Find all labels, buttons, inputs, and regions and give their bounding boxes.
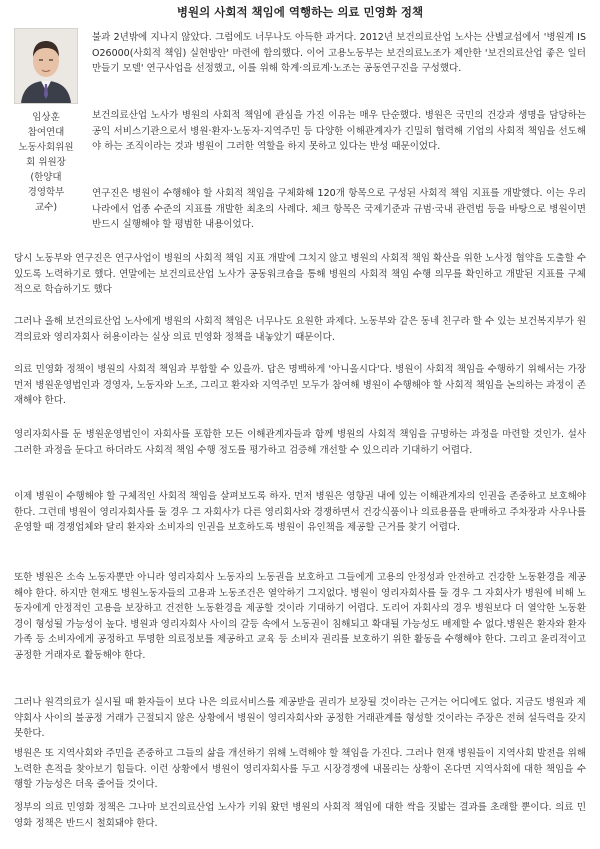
article-paragraph: 당시 노동부와 연구진은 연구사업이 병원의 사회적 책임 지표 개발에 그치지 않고 병원의 사회적 책임 확산을 위한 노사정 협약을 도출할 수 있도록 노력하기로 했다. 연말에는 보건의료산업 노사가 공동워크숍을 통해 병원의 사회적 책임 수행 의무를 확인하고 개발된 지표를 구체적으로 학습하기도 했다 [14, 253, 586, 295]
author-box [14, 28, 78, 215]
article-paragraph: 연구진은 병원이 수행해야 할 사회적 책임을 구체화해 120개 항목으로 구성된 사회적 책임 지표를 개발했다. 이는 우리나라에서 업종 수준의 지표를 개발한 최초의 사례다. 체크 항목은 국제기준과 규범·국내 관련법 등을 바탕으로 병원이면 반드시 실행해야 할 평범한 내용이었다. [92, 188, 586, 230]
article-paragraph: 불과 2년밖에 지나지 않았다. 그럼에도 너무나도 아득한 과거다. 2012년 보건의료산업 노사는 산별교섭에서 '병원계 ISO26000(사회적 책임) 실현방안' 마련에 합의했다. 이어 고용노동부는 보건의료노조가 제안한 '보건의료산업 좋은 일터 만들기 모델' 연구사업을 선정했고, 이를 위해 학계·의료계·노조는 공동연구진을 구성했다. [92, 32, 586, 74]
author-name: 임상훈 [32, 112, 60, 123]
article-paragraph: 그러나 올해 보건의료산업 노사에게 병원의 사회적 책임은 너무나도 요원한 과제다. 노동부와 같은 동네 친구라 할 수 있는 보건복지부가 원격의료와 영리자회사 허용이라는 실상 의료 민영화 정책을 내놓았기 때문이다. [14, 316, 586, 343]
author-affiliation: (한양대 [30, 172, 62, 183]
author-photo [14, 28, 78, 104]
article-paragraph: 그러나 원격의료가 실시될 때 환자들이 보다 나은 의료서비스를 제공받을 권리가 보장될 것이라는 근거는 어디에도 없다. 지금도 병원과 제약회사 사이의 불공정 거래가 근절되지 않은 상황에서 병원이 영리자회사와 공정한 거래관계를 형성할 것이라는 주장은 전혀 설득력을 갖지 못한다. [14, 697, 586, 739]
article-paragraph: 보건의료산업 노사가 병원의 사회적 책임에 관심을 가진 이유는 매우 단순했다. 병원은 국민의 건강과 생명을 담당하는 공익 서비스기관으로서 병원·환자·노동자·지역주민 등 다양한 이해관계자가 긴밀히 협력해 기업의 사회적 책임을 선도해야 하는 조직이라는 것과 병원이 그러한 역할을 하지 못하고 있다는 반성 때문이었다. [92, 110, 586, 152]
author-affiliation: 경영학부 [27, 187, 65, 198]
portrait-photo-icon [15, 29, 77, 103]
article-paragraph: 영리자회사를 둔 병원운영법인이 자회사를 포함한 모든 이해관계자들과 함께 병원의 사회적 책임을 규명하는 과정을 마련할 것인가. 설사 그러한 과정을 둔다고 하더라도 사회적 책임 수행 정도를 평가하고 검증해 개선할 수 있으리라 기대하기 어렵다. [14, 429, 586, 456]
article-title: 병원의 사회적 책임에 역행하는 의료 민영화 정책 [176, 5, 424, 19]
article-paragraph: 또한 병원은 소속 노동자뿐만 아니라 영리자회사 노동자의 노동권을 보호하고 그들에게 고용의 안정성과 안전하고 건강한 노동환경을 제공해야 한다. 하지만 현재도 병원노동자들의 고용과 노동조건은 열악하기 그지없다. 병원이 영리자회사를 둘 경우 그 자회사가 병원에 비해 노동자에게 안정적인 고용을 보장하고 건전한 노동환경을 제공할 것이라 기대하기 어렵다. 도리어 자회사의 경우 병원보다 더 열악한 노동환경이 형성될 가능성이 높다. 병원과 영리자회사 사이의 갈등 속에서 노동권이 침해되고 확대될 가능성도 배제할 수 없다.병원은 환자와 환자가족 등 소비자에게 공정하고 투명한 의료정보를 제공하고 교육 등 소비자 권리를 보호하기 위한 활동을 수행해야 한다. 그리고 윤리적이고 공정한 거래자로 활동해야 한다. [14, 572, 586, 661]
author-affiliation: 교수) [34, 202, 58, 213]
article-paragraph: 의료 민영화 정책이 병원의 사회적 책임과 부합할 수 있을까. 답은 명백하게 '아니올시다'다. 병원이 사회적 책임을 수행하기 위해서는 가장 먼저 병원운영법인과 경영자, 노동자와 노조, 그리고 환자와 지역주민 모두가 참여해 병원이 수행해야 할 사회적 책임을 논의하는 과정이 존재해야 한다. [14, 364, 586, 406]
article-paragraph: 이제 병원이 수행해야 할 구체적인 사회적 책임을 살펴보도록 하자. 먼저 병원은 영향권 내에 있는 이해관계자의 인권을 존중하고 보호해야 한다. 그런데 병원이 영리자회사를 둘 경우 그 자회사가 다른 영리회사와 경쟁하면서 건강식품이나 의료용품을 판매하고 주차장과 사우나를 운영할 때 경쟁업체와 달리 환자와 소비자의 인권을 보호하도록 병원이 유인책을 제공할 근거를 찾기 어렵다. [14, 491, 586, 533]
article-paragraph: 병원은 또 지역사회와 주민을 존중하고 그들의 삶을 개선하기 위해 노력해야 할 책임을 가진다. 그러나 현재 병원들이 지역사회 발전을 위해 노력한 흔적을 찾아보기 힘들다. 이런 상황에서 병원이 영리자회사를 두고 시장경쟁에 내몰리는 상황이 온다면 지역사회에 대한 책임을 수행할 가능성은 더욱 줄어들 것이다. [14, 748, 586, 790]
author-affiliation: 회 위원장 [26, 157, 66, 168]
author-affiliation: 노동사회위원 [18, 142, 74, 153]
article-paragraph: 정부의 의료 민영화 정책은 그나마 보건의료산업 노사가 키워 왔던 병원의 사회적 책임에 대한 싹을 짓밟는 결과를 초래할 뿐이다. 의료 민영화 정책은 반드시 철회돼야 한다. [14, 802, 586, 829]
author-affiliation: 참여연대 [27, 127, 65, 138]
